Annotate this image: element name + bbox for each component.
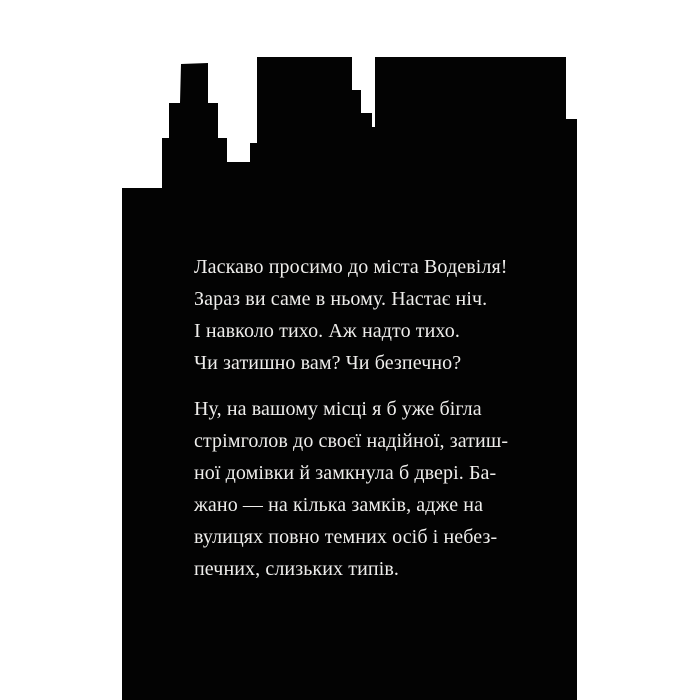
text-line: Ласкаво просимо до міста Водевіля! [194, 256, 508, 278]
story-paragraph-2 [194, 393, 524, 585]
text-line: І навколо тихо. Аж надто тихо. [194, 320, 460, 342]
text-line: ної домівки й замкнула б двері. Ба- [194, 462, 497, 484]
text-line: вулицях повно темних осіб і небез- [194, 526, 498, 548]
text-line: Чи затишно вам? Чи безпечно? [194, 352, 462, 374]
story-paragraph-1 [194, 251, 524, 379]
text-line: печних, слизьких типів. [194, 558, 399, 580]
text-line: Зараз ви саме в ньому. Настає ніч. [194, 288, 488, 310]
text-line: жано — на кілька замків, адже на [194, 494, 484, 516]
story-text [194, 251, 524, 585]
text-line: Ну, на вашому місці я б уже бігла [194, 398, 482, 420]
text-line: стрімголов до своєї надійної, затиш- [194, 430, 509, 452]
